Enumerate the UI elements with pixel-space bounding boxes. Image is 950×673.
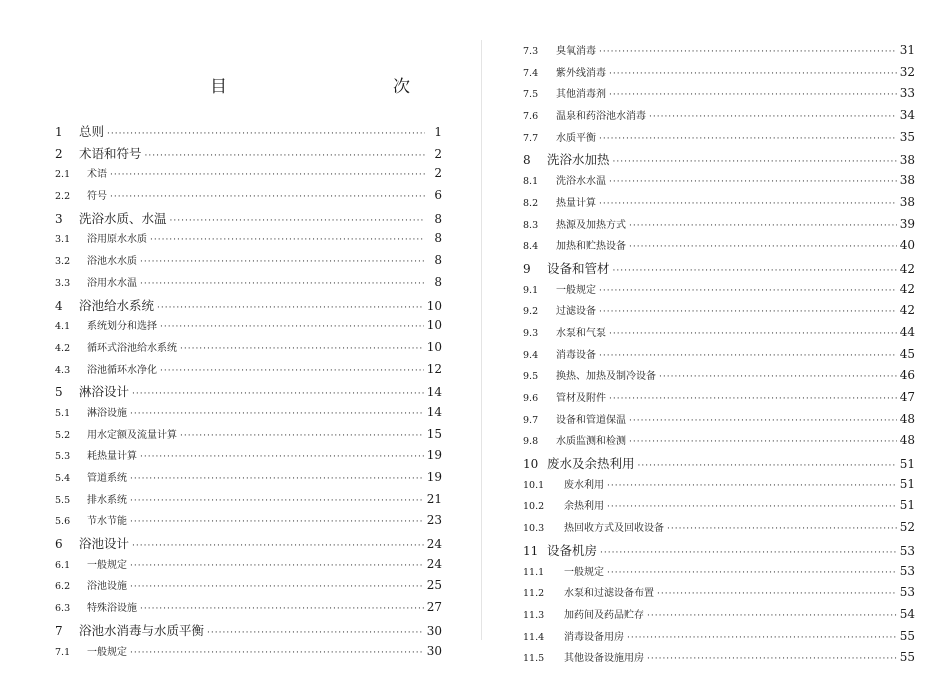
toc-entry-number: 4.3 (55, 364, 71, 376)
dot-leader (647, 654, 897, 664)
toc-entry-number: 7.1 (55, 646, 71, 658)
toc-page-number: 45 (899, 346, 915, 361)
page-spine (481, 40, 482, 640)
toc-entry-title: 水质监测和检测 (556, 436, 626, 448)
dot-leader (613, 157, 897, 167)
dot-leader (609, 177, 897, 187)
toc-section-row (523, 367, 915, 389)
toc-entry-number: 5.6 (55, 516, 71, 528)
toc-page-number: 30 (426, 643, 442, 658)
toc-entry-number: 2 (55, 146, 63, 161)
toc-entry-title: 浴用原水水质 (87, 234, 147, 246)
toc-entry-number: 10.3 (523, 523, 545, 535)
toc-section-row (55, 339, 442, 361)
toc-entry-number: 2.1 (55, 169, 71, 181)
toc-entry-number: 7 (55, 623, 63, 638)
toc-section-row (523, 649, 915, 671)
toc-section-row (55, 577, 442, 599)
toc-entry-title: 一般规定 (564, 566, 604, 578)
toc-entry-number: 9.7 (523, 414, 539, 426)
dot-leader (629, 242, 897, 252)
dot-leader (140, 452, 424, 462)
dot-leader (110, 170, 425, 180)
toc-section-row (523, 216, 915, 238)
toc-entry-number: 5.1 (55, 407, 71, 419)
toc-page-number: 6 (434, 188, 442, 203)
toc-entry-number: 8.1 (523, 176, 539, 188)
toc-entry-title: 管材及附件 (556, 393, 606, 404)
dot-leader (599, 351, 897, 361)
dot-leader (599, 134, 897, 144)
toc-page-number: 8 (434, 253, 442, 268)
toc-section-row (523, 411, 915, 433)
toc-page-number: 24 (426, 537, 442, 552)
toc-chapter-row (55, 209, 442, 231)
toc-section-row (55, 447, 442, 469)
toc-page-number: 42 (899, 303, 915, 318)
toc-page-number: 30 (426, 623, 442, 638)
toc-entry-title: 热回收方式及回收设备 (564, 523, 664, 535)
dot-leader (607, 568, 897, 578)
dot-leader (107, 129, 425, 139)
toc-entry-title: 术语和符号 (79, 145, 142, 161)
toc-page-number: 10 (426, 318, 442, 333)
toc-entry-number: 11.1 (523, 566, 545, 578)
toc-section-row (55, 361, 442, 383)
toc-page-number: 51 (899, 457, 915, 472)
toc-page-number: 14 (426, 404, 442, 419)
toc-entry-title: 设备机房 (547, 542, 598, 558)
toc-entry-number: 3.2 (55, 256, 71, 268)
toc-page-number: 38 (899, 173, 915, 188)
toc-section-row (55, 426, 442, 448)
dot-leader (629, 221, 897, 231)
toc-page-number: 55 (899, 650, 915, 665)
toc-section-row (55, 165, 442, 187)
toc-entry-number: 5.5 (55, 494, 71, 506)
toc-page-number: 52 (899, 520, 915, 535)
toc-section-row (523, 172, 915, 194)
toc-entry-title: 消毒设备用房 (564, 631, 624, 643)
toc-section-row (55, 230, 442, 252)
toc-page-number: 24 (426, 556, 442, 571)
toc-section-row (523, 519, 915, 541)
dot-leader (629, 437, 897, 447)
toc-section-row (55, 252, 442, 274)
toc-entry-title: 一般规定 (556, 284, 596, 296)
dot-leader (629, 416, 897, 426)
toc-entry-number: 9.1 (523, 284, 539, 296)
toc-section-row (523, 346, 915, 368)
toc-entry-title: 特殊浴设施 (87, 603, 137, 615)
toc-entry-number: 11.4 (523, 631, 545, 643)
dot-leader (613, 266, 897, 276)
toc-entry-number: 6.1 (55, 559, 71, 571)
toc-entry-number: 6 (55, 537, 63, 552)
toc-entry-title: 过滤设备 (556, 306, 596, 318)
dot-leader (657, 589, 897, 599)
toc-page-number: 34 (899, 108, 915, 123)
dot-leader (130, 582, 424, 592)
toc-page-number: 31 (899, 43, 915, 57)
toc-entry-title: 其他消毒剂 (556, 89, 606, 101)
toc-entry-title: 设备和管道保温 (556, 414, 626, 426)
dot-leader (609, 329, 897, 339)
toc-entry-number: 4.1 (55, 321, 71, 333)
dot-leader (130, 409, 424, 419)
dot-leader (647, 611, 897, 621)
toc-entry-title: 换热、加热及制冷设备 (556, 371, 656, 383)
toc-entry-title: 紫外线消毒 (556, 67, 606, 79)
toc-entry-number: 7.5 (523, 89, 539, 101)
toc-entry-title: 洗浴水质、水温 (79, 210, 167, 226)
toc-entry-title: 加药间及药品贮存 (564, 609, 644, 621)
toc-entry-title: 温泉和药浴池水消毒 (556, 111, 646, 123)
dot-leader (649, 112, 897, 122)
toc-entry-number: 8.2 (523, 197, 539, 209)
toc-entry-title: 节水节能 (87, 516, 127, 528)
toc-entry-title: 浴池设施 (87, 581, 127, 593)
toc-entry-number: 10 (523, 457, 539, 472)
toc-section-row (55, 317, 442, 339)
toc-left-column (55, 122, 442, 664)
toc-entry-title: 循环式浴池给水系统 (87, 342, 177, 354)
toc-entry-number: 6.3 (55, 603, 71, 615)
toc-page-number: 12 (426, 361, 442, 376)
toc-entry-number: 9.4 (523, 349, 539, 361)
toc-entry-number: 5.4 (55, 473, 71, 484)
toc-entry-title: 总则 (79, 124, 105, 139)
toc-entry-number: 6.2 (55, 581, 71, 593)
dot-leader (180, 344, 424, 354)
toc-section-row (523, 237, 915, 259)
toc-page-number: 48 (899, 433, 915, 448)
toc-page-number: 54 (899, 606, 915, 621)
dot-leader (609, 69, 897, 79)
toc-section-row (523, 389, 915, 411)
toc-entry-title: 浴池水消毒与水质平衡 (79, 622, 205, 638)
toc-entry-number: 5.3 (55, 451, 71, 463)
toc-page-number: 23 (426, 513, 442, 528)
toc-chapter-row (55, 621, 442, 643)
toc-entry-title: 系统划分和选择 (87, 321, 157, 333)
toc-page-number: 46 (899, 368, 915, 383)
toc-entry-title: 其他设备设施用房 (564, 653, 644, 665)
toc-entry-title: 消毒设备 (556, 349, 596, 361)
toc-page-number: 42 (899, 281, 915, 296)
toc-entry-number: 5 (55, 385, 63, 400)
toc-page-number: 55 (899, 628, 915, 643)
toc-chapter-row (523, 259, 915, 281)
dot-leader (132, 541, 424, 551)
toc-section-row (523, 476, 915, 498)
toc-entry-number: 11.5 (523, 653, 545, 665)
dot-leader (627, 633, 897, 643)
toc-page-number: 8 (434, 231, 442, 246)
dot-leader (110, 192, 425, 202)
dot-leader (130, 496, 424, 506)
toc-page-number: 38 (899, 194, 915, 209)
toc-section-row (523, 302, 915, 324)
toc-page-number: 10 (426, 339, 442, 354)
toc-section-row (523, 42, 915, 64)
toc-entry-title: 热源及加热方式 (556, 219, 626, 231)
toc-section-row (523, 107, 915, 129)
toc-page-number: 10 (426, 298, 442, 313)
toc-entry-title: 臭氧消毒 (556, 46, 596, 57)
toc-section-row (523, 85, 915, 107)
dot-leader (599, 47, 897, 57)
dot-leader (599, 286, 897, 296)
toc-page-number: 48 (899, 411, 915, 426)
toc-entry-number: 11 (523, 543, 539, 558)
toc-section-row (523, 129, 915, 151)
toc-entry-title: 废水利用 (564, 479, 604, 491)
toc-page-number: 1 (434, 125, 442, 139)
dot-leader (599, 307, 897, 317)
toc-entry-number: 9 (523, 261, 531, 276)
dot-leader (130, 474, 424, 484)
toc-entry-title: 耗热量计算 (87, 451, 137, 463)
toc-section-row (55, 404, 442, 426)
toc-page-number: 27 (426, 600, 442, 615)
toc-page-number: 33 (899, 86, 915, 101)
toc-entry-number: 7.4 (523, 67, 539, 79)
dot-leader (599, 199, 897, 209)
toc-entry-number: 4 (55, 298, 63, 313)
toc-entry-number: 9.3 (523, 327, 539, 339)
toc-entry-title: 用水定额及流量计算 (87, 429, 177, 441)
toc-entry-title: 浴池循环水净化 (87, 364, 157, 376)
dot-leader (140, 257, 425, 267)
toc-page-number: 15 (426, 426, 442, 441)
toc-entry-title: 术语 (87, 169, 107, 181)
toc-chapter-row (55, 534, 442, 556)
toc-entry-number: 10.1 (523, 479, 545, 491)
toc-entry-number: 3.1 (55, 234, 71, 246)
toc-entry-number: 8.3 (523, 219, 539, 231)
dot-leader (132, 389, 424, 399)
toc-entry-number: 3.3 (55, 277, 71, 289)
toc-section-row (55, 187, 442, 209)
dot-leader (130, 561, 424, 571)
toc-page-number: 8 (434, 274, 442, 289)
dot-leader (130, 648, 424, 658)
dot-leader (180, 431, 424, 441)
toc-entry-title: 洗浴水水温 (556, 176, 606, 188)
toc-entry-number: 7.7 (523, 132, 539, 144)
toc-section-row (523, 194, 915, 216)
toc-section-row (55, 599, 442, 621)
toc-page-number: 19 (426, 448, 442, 463)
toc-section-row (523, 64, 915, 86)
toc-title: 目 次 (210, 77, 454, 97)
toc-page-number: 42 (899, 261, 915, 276)
dot-leader (130, 517, 424, 527)
toc-entry-title: 浴池设计 (79, 536, 130, 552)
toc-entry-number: 1 (55, 125, 63, 139)
dot-leader (157, 303, 424, 313)
dot-leader (607, 502, 897, 512)
toc-entry-title: 管道系统 (87, 473, 127, 484)
toc-section-row (55, 469, 442, 491)
dot-leader (170, 216, 425, 226)
toc-entry-title: 浴池给水系统 (79, 297, 155, 313)
toc-entry-title: 废水及余热利用 (547, 456, 635, 472)
toc-page-number: 19 (426, 470, 442, 484)
toc-entry-title: 水泵和过滤设备布置 (564, 588, 654, 600)
toc-entry-title: 符号 (87, 191, 107, 203)
dot-leader (160, 366, 424, 376)
toc-page-number: 2 (434, 146, 442, 161)
toc-entry-number: 9.6 (523, 393, 539, 404)
toc-entry-number: 8 (523, 153, 531, 168)
toc-page-number: 14 (426, 385, 442, 400)
toc-section-row (55, 643, 442, 665)
toc-page-number: 35 (899, 129, 915, 144)
toc-page-number: 44 (899, 324, 915, 339)
toc-chapter-row (55, 382, 442, 404)
toc-page-number: 38 (899, 153, 915, 168)
toc-entry-number: 7.6 (523, 111, 539, 123)
toc-entry-number: 8.4 (523, 241, 539, 253)
toc-section-row (523, 606, 915, 628)
toc-entry-title: 一般规定 (87, 646, 127, 658)
toc-chapter-row (523, 541, 915, 563)
toc-chapter-row (55, 296, 442, 318)
toc-page-number: 32 (899, 64, 915, 79)
dot-leader (609, 394, 897, 404)
toc-section-row (523, 497, 915, 519)
dot-leader (145, 151, 425, 161)
toc-page-number: 40 (899, 238, 915, 253)
toc-entry-number: 9.2 (523, 306, 539, 318)
toc-page-number: 51 (899, 476, 915, 491)
toc-entry-title: 设备和管材 (547, 260, 610, 276)
toc-entry-title: 热量计算 (556, 197, 596, 209)
toc-section-row (55, 491, 442, 513)
toc-page-number: 8 (434, 211, 442, 226)
toc-entry-number: 11.3 (523, 609, 545, 621)
toc-section-row (523, 584, 915, 606)
toc-page-number: 47 (899, 390, 915, 404)
toc-entry-number: 9.8 (523, 436, 539, 448)
toc-entry-number: 7.3 (523, 46, 539, 57)
toc-section-row (523, 281, 915, 303)
dot-leader (160, 322, 424, 332)
toc-chapter-row (55, 122, 442, 144)
dot-leader (659, 372, 897, 382)
toc-entry-number: 2.2 (55, 191, 71, 203)
toc-section-row (55, 512, 442, 534)
toc-chapter-row (523, 150, 915, 172)
toc-entry-number: 9.5 (523, 371, 539, 383)
toc-entry-number: 11.2 (523, 588, 545, 600)
toc-page-number: 51 (899, 498, 915, 513)
toc-entry-title: 加热和贮热设备 (556, 241, 626, 253)
toc-entry-title: 淋浴设计 (79, 384, 130, 400)
toc-section-row (55, 274, 442, 296)
toc-entry-title: 洗浴水加热 (547, 152, 610, 168)
toc-entry-title: 水质平衡 (556, 132, 596, 144)
toc-page-number: 39 (899, 216, 915, 231)
toc-chapter-row (55, 144, 442, 166)
toc-entry-title: 浴用水水温 (87, 277, 137, 289)
toc-entry-number: 10.2 (523, 501, 545, 513)
toc-entry-number: 5.2 (55, 429, 71, 441)
toc-entry-title: 余热利用 (564, 501, 604, 513)
toc-page-number: 53 (899, 585, 915, 600)
toc-entry-title: 一般规定 (87, 559, 127, 571)
toc-entry-title: 排水系统 (87, 494, 127, 506)
toc-page-number: 21 (426, 491, 442, 506)
dot-leader (609, 90, 897, 100)
dot-leader (607, 481, 897, 491)
toc-page-number: 53 (899, 543, 915, 558)
toc-page-number: 2 (434, 166, 442, 181)
toc-section-row (523, 628, 915, 650)
toc-section-row (55, 556, 442, 578)
dot-leader (150, 235, 425, 245)
toc-entry-title: 淋浴设施 (87, 407, 127, 419)
toc-page-number: 25 (426, 578, 442, 593)
toc-section-row (523, 563, 915, 585)
toc-page-number: 53 (899, 563, 915, 578)
toc-section-row (523, 324, 915, 346)
dot-leader (140, 604, 424, 614)
dot-leader (140, 279, 425, 289)
toc-entry-title: 水泵和气泵 (556, 327, 606, 339)
toc-entry-number: 4.2 (55, 342, 71, 354)
dot-leader (667, 524, 897, 534)
toc-chapter-row (523, 454, 915, 476)
toc-right-column (523, 42, 915, 671)
dot-leader (207, 628, 424, 638)
toc-section-row (523, 432, 915, 454)
toc-entry-title: 浴池水水质 (87, 256, 137, 268)
dot-leader (638, 461, 897, 471)
toc-entry-number: 3 (55, 211, 63, 226)
dot-leader (600, 548, 897, 558)
